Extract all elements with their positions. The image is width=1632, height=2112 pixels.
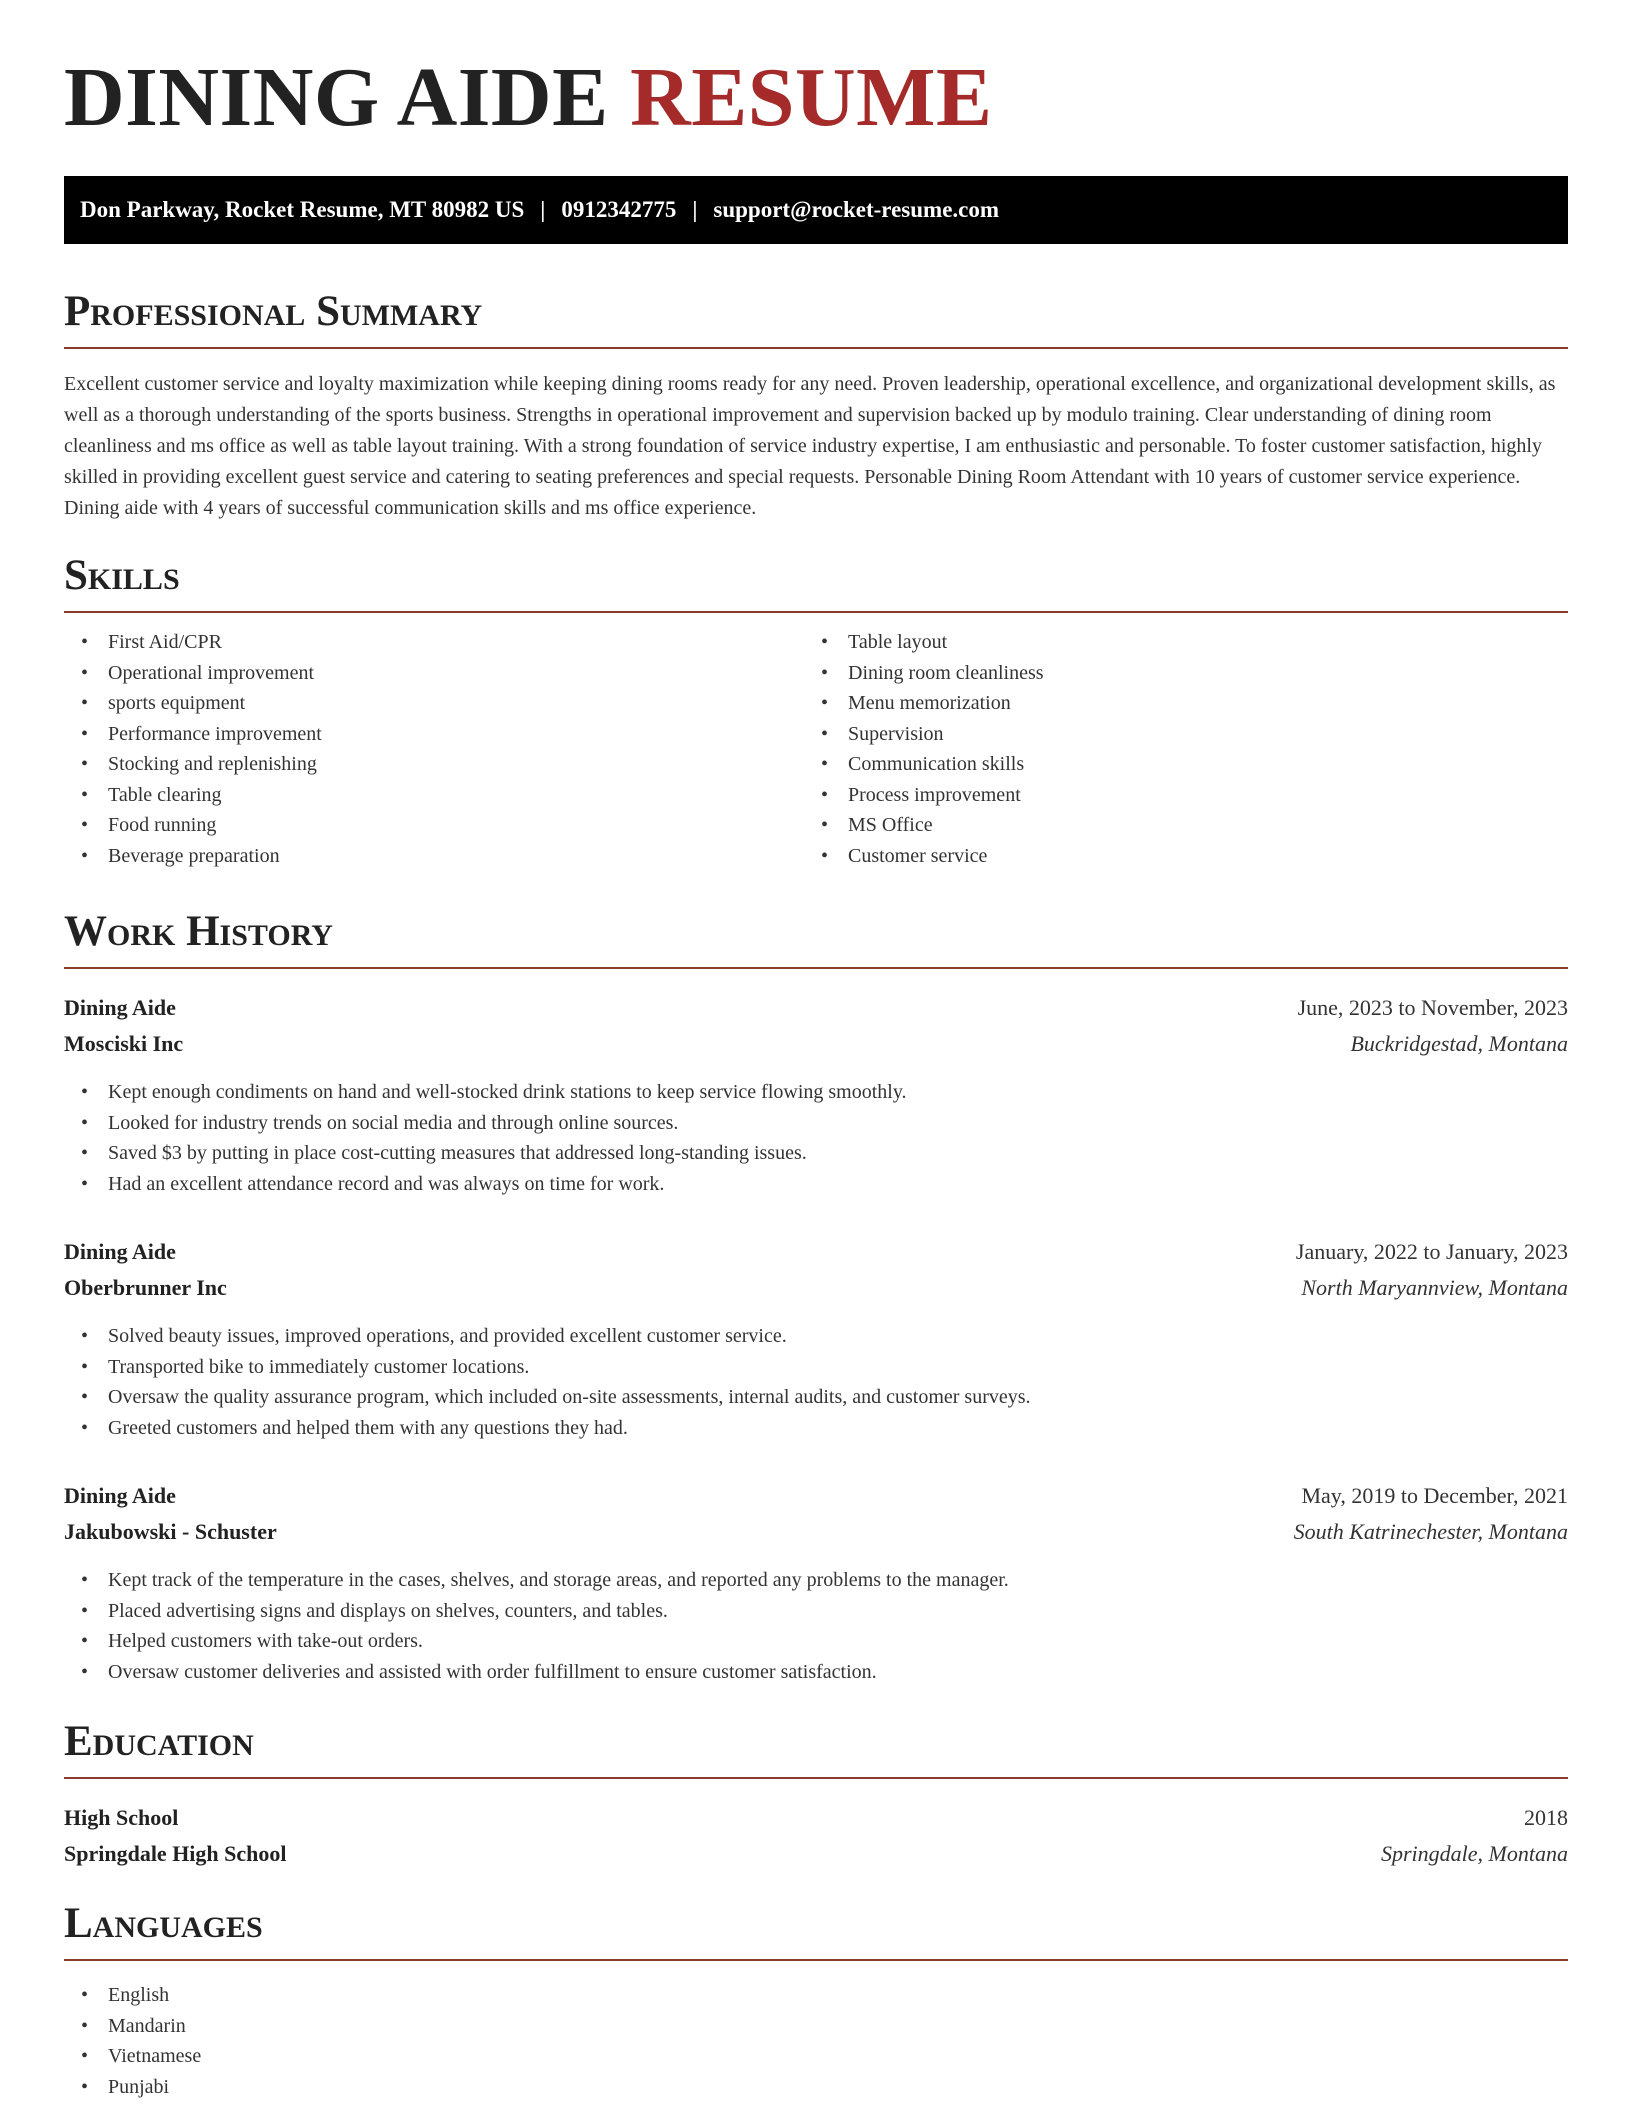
contact-separator: | xyxy=(540,197,546,222)
job-dates: January, 2022 to January, 2023 xyxy=(1295,1239,1568,1264)
job-bullets xyxy=(64,1077,1568,1199)
job-subheader xyxy=(64,1514,1568,1550)
summary-text: Excellent customer service and loyalty maximization while keeping dining rooms ready for any need. Proven leadership, operational excellence, and organizational development skills, as well as a thorough understanding of the sports business. Strengths in operational improvement and supervision backed up by modulo training. Clear understanding of dining room cleanliness and ms office as well as table layout training. With a strong foundation of service industry expertise, I am enthusiastic and personable. To foster customer satisfaction, highly skilled in providing excellent guest service and catering to seating preferences and special requests. Personable Dining Room Attendant with 10 years of customer service experience. Dining aide with 4 years of successful communication skills and ms office experience. xyxy=(64,373,1556,519)
job-bullet: • Transported bike to immediately customer locations. xyxy=(64,1352,1568,1383)
job-bullet: • Looked for industry trends on social media and through online sources. xyxy=(64,1108,1568,1139)
contact-separator: | xyxy=(692,197,698,222)
job-bullet: • Placed advertising signs and displays on shelves, counters, and tables. xyxy=(64,1596,1568,1627)
skill-item: • MS Office xyxy=(804,810,1504,841)
skill-item: • Table clearing xyxy=(64,780,764,811)
job-dates: June, 2023 to November, 2023 xyxy=(1297,995,1568,1020)
job-bullet: • Saved $3 by putting in place cost-cutting measures that addressed long-standing issues. xyxy=(64,1138,1568,1169)
job-bullet: • Greeted customers and helped them with any questions they had. xyxy=(64,1413,1568,1444)
skill-item: • Performance improvement xyxy=(64,719,764,750)
job-company: Mosciski Inc xyxy=(64,1031,184,1056)
skills-list-left xyxy=(64,627,764,871)
skill-item: • Operational improvement xyxy=(64,658,764,689)
skill-item: • Menu memorization xyxy=(804,688,1504,719)
skill-item: • First Aid/CPR xyxy=(64,627,764,658)
skill-item: • Customer service xyxy=(804,841,1504,872)
summary-heading: Professional Summary xyxy=(64,288,1568,349)
title-main: DINING AIDE xyxy=(64,51,609,144)
education-location: Springdale, Montana xyxy=(1381,1841,1568,1866)
job-dates: May, 2019 to December, 2021 xyxy=(1301,1483,1568,1508)
job-bullet: • Kept enough condiments on hand and well-stocked drink stations to keep service flowing smoothly. xyxy=(64,1077,1568,1108)
job-header xyxy=(64,1234,1568,1270)
language-item: • Punjabi xyxy=(64,2072,764,2103)
skill-item: • Dining room cleanliness xyxy=(804,658,1504,689)
skill-item: • Stocking and replenishing xyxy=(64,749,764,780)
languages-list xyxy=(64,1980,764,2102)
education-degree: High School xyxy=(64,1805,179,1830)
contact-address: Don Parkway, Rocket Resume, MT 80982 US xyxy=(80,197,525,222)
job-bullet: • Helped customers with take-out orders. xyxy=(64,1626,1568,1657)
job-bullet: • Had an excellent attendance record and was always on time for work. xyxy=(64,1169,1568,1200)
job-subheader xyxy=(64,1026,1568,1062)
title-accent: RESUME xyxy=(630,51,993,144)
job-bullets xyxy=(64,1321,1568,1443)
job-title: Dining Aide xyxy=(64,1239,176,1264)
job-bullet: • Solved beauty issues, improved operations, and provided excellent customer service. xyxy=(64,1321,1568,1352)
skills-heading: Skills xyxy=(64,552,1568,613)
languages-heading: Languages xyxy=(64,1900,1568,1961)
contact-email: support@rocket-resume.com xyxy=(713,197,1000,222)
education-year: 2018 xyxy=(1524,1805,1568,1830)
skill-item: • Food running xyxy=(64,810,764,841)
skill-item: • Communication skills xyxy=(804,749,1504,780)
job-company: Oberbrunner Inc xyxy=(64,1275,227,1300)
skill-item: • Process improvement xyxy=(804,780,1504,811)
language-item: • English xyxy=(64,1980,764,2011)
job-bullets xyxy=(64,1565,1568,1687)
job-location: North Maryannview, Montana xyxy=(1301,1275,1568,1300)
education-subheader xyxy=(64,1836,1568,1872)
job-bullet: • Oversaw the quality assurance program, which included on-site assessments, internal audits, and customer surveys. xyxy=(64,1382,1568,1413)
job-header xyxy=(64,990,1568,1026)
job-location: South Katrinechester, Montana xyxy=(1293,1519,1568,1544)
job-title: Dining Aide xyxy=(64,1483,176,1508)
job-bullet: • Oversaw customer deliveries and assisted with order fulfillment to ensure customer satisfaction. xyxy=(64,1657,1568,1688)
education-heading: Education xyxy=(64,1718,1568,1779)
job-location: Buckridgestad, Montana xyxy=(1350,1031,1568,1056)
skills-list-right xyxy=(804,627,1504,871)
skill-item: • Beverage preparation xyxy=(64,841,764,872)
job-title: Dining Aide xyxy=(64,995,176,1020)
skill-item: • Supervision xyxy=(804,719,1504,750)
education-school: Springdale High School xyxy=(64,1841,287,1866)
skill-item: • sports equipment xyxy=(64,688,764,719)
language-item: • Mandarin xyxy=(64,2011,764,2042)
job-bullet: • Kept track of the temperature in the cases, shelves, and storage areas, and reported any problems to the manager. xyxy=(64,1565,1568,1596)
job-subheader xyxy=(64,1270,1568,1306)
contact-bar xyxy=(64,176,1568,244)
language-item: • Vietnamese xyxy=(64,2041,764,2072)
job-header xyxy=(64,1478,1568,1514)
contact-phone: 0912342775 xyxy=(561,197,677,222)
education-header xyxy=(64,1800,1568,1836)
resume-title xyxy=(64,52,993,144)
work-heading: Work History xyxy=(64,908,1568,969)
job-company: Jakubowski - Schuster xyxy=(64,1519,277,1544)
skill-item: • Table layout xyxy=(804,627,1504,658)
